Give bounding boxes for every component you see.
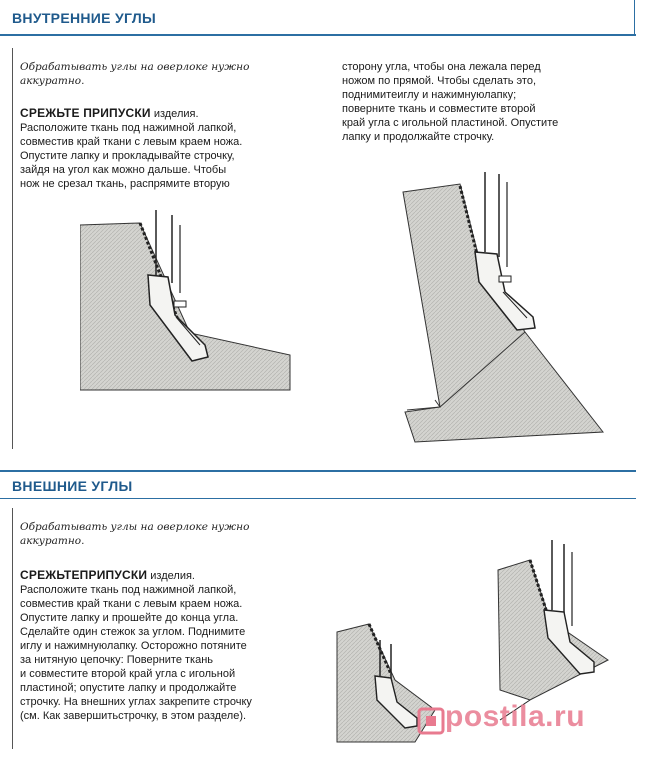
text-line: сторону угла, чтобы она лежала перед bbox=[342, 61, 541, 73]
text-line: поверните ткань и совместите второй bbox=[342, 103, 536, 115]
text-line: поднимитеиглу и нажимнуюлапку; bbox=[342, 89, 517, 101]
instruction-text-right bbox=[342, 60, 642, 144]
section-frame-left-inner bbox=[12, 48, 13, 449]
text-line: Расположите ткань под нажимной лапкой, bbox=[20, 584, 237, 596]
text-line: зайдя на угол как можно дальше. Чтобы bbox=[20, 164, 227, 176]
text-line: край угла с игольной пластиной. Опустите bbox=[342, 117, 559, 129]
section-title-inner-corners: ВНУТРЕННИЕ УГЛЫ bbox=[12, 10, 156, 26]
text-line: Опустите лапку и прошейте до конца угла. bbox=[20, 612, 239, 624]
text-line: Расположите ткань под нажимной лапкой, bbox=[20, 122, 237, 134]
note-text: Обрабатывать углы на оверлоке нужно аккуратно. bbox=[20, 61, 250, 87]
section-note bbox=[20, 520, 280, 548]
text-line: Сделайте один стежок за углом. Поднимите bbox=[20, 626, 246, 638]
watermark-text: postila.ru bbox=[445, 700, 586, 733]
text-line: за нитяную цепочку: Поверните ткань bbox=[20, 654, 214, 666]
text-line: ножом по прямой. Чтобы сделать это, bbox=[342, 75, 537, 87]
section-frame-left-outer bbox=[12, 508, 13, 749]
text-line: Опустите лапку и прокладывайте строчку, bbox=[20, 150, 235, 162]
text-line: пластиной; опустите лапку и продолжайте bbox=[20, 682, 237, 694]
lead-rest: изделия. bbox=[150, 108, 199, 120]
text-line: совместив край ткани с левым краем ножа. bbox=[20, 598, 243, 610]
text-line: иглу и нажимнуюлапку. Осторожно потяните bbox=[20, 640, 247, 652]
text-line: лапку и продолжайте строчку. bbox=[342, 131, 495, 143]
section-rule-inner bbox=[0, 34, 636, 36]
section-note bbox=[20, 60, 280, 88]
instruction-text-left bbox=[20, 106, 320, 191]
text-line: совместив край ткани с левым краем ножа. bbox=[20, 136, 243, 148]
text-line: (см. Как завершитьстрочку, в этом разделе). bbox=[20, 710, 247, 722]
lead-rest: изделия. bbox=[147, 570, 195, 582]
instruction-text-left bbox=[20, 568, 320, 723]
section-title-outer-corners: ВНЕШНИЕ УГЛЫ bbox=[12, 478, 133, 494]
lead-heading: СРЕЖЬТЕ ПРИПУСКИ bbox=[20, 106, 151, 120]
section-rule-outer bbox=[0, 470, 636, 472]
text-line: строчку. На внешних углах закрепите строчку bbox=[20, 696, 252, 708]
note-text: Обрабатывать углы на оверлоке нужно аккуратно. bbox=[20, 521, 250, 547]
postila-logo-icon bbox=[416, 706, 446, 736]
text-line: и совместите второй край угла с игольной bbox=[20, 668, 236, 680]
illustration-inner-corner-step1 bbox=[80, 205, 300, 395]
section-rule-outer-bottom bbox=[0, 498, 636, 499]
illustration-inner-corner-step2 bbox=[395, 172, 615, 457]
text-line: нож не срезал ткань, распрямите вторую bbox=[20, 178, 230, 190]
lead-heading: СРЕЖЬТЕПРИПУСКИ bbox=[20, 568, 148, 582]
section-vertical-rule-inner bbox=[634, 0, 635, 36]
